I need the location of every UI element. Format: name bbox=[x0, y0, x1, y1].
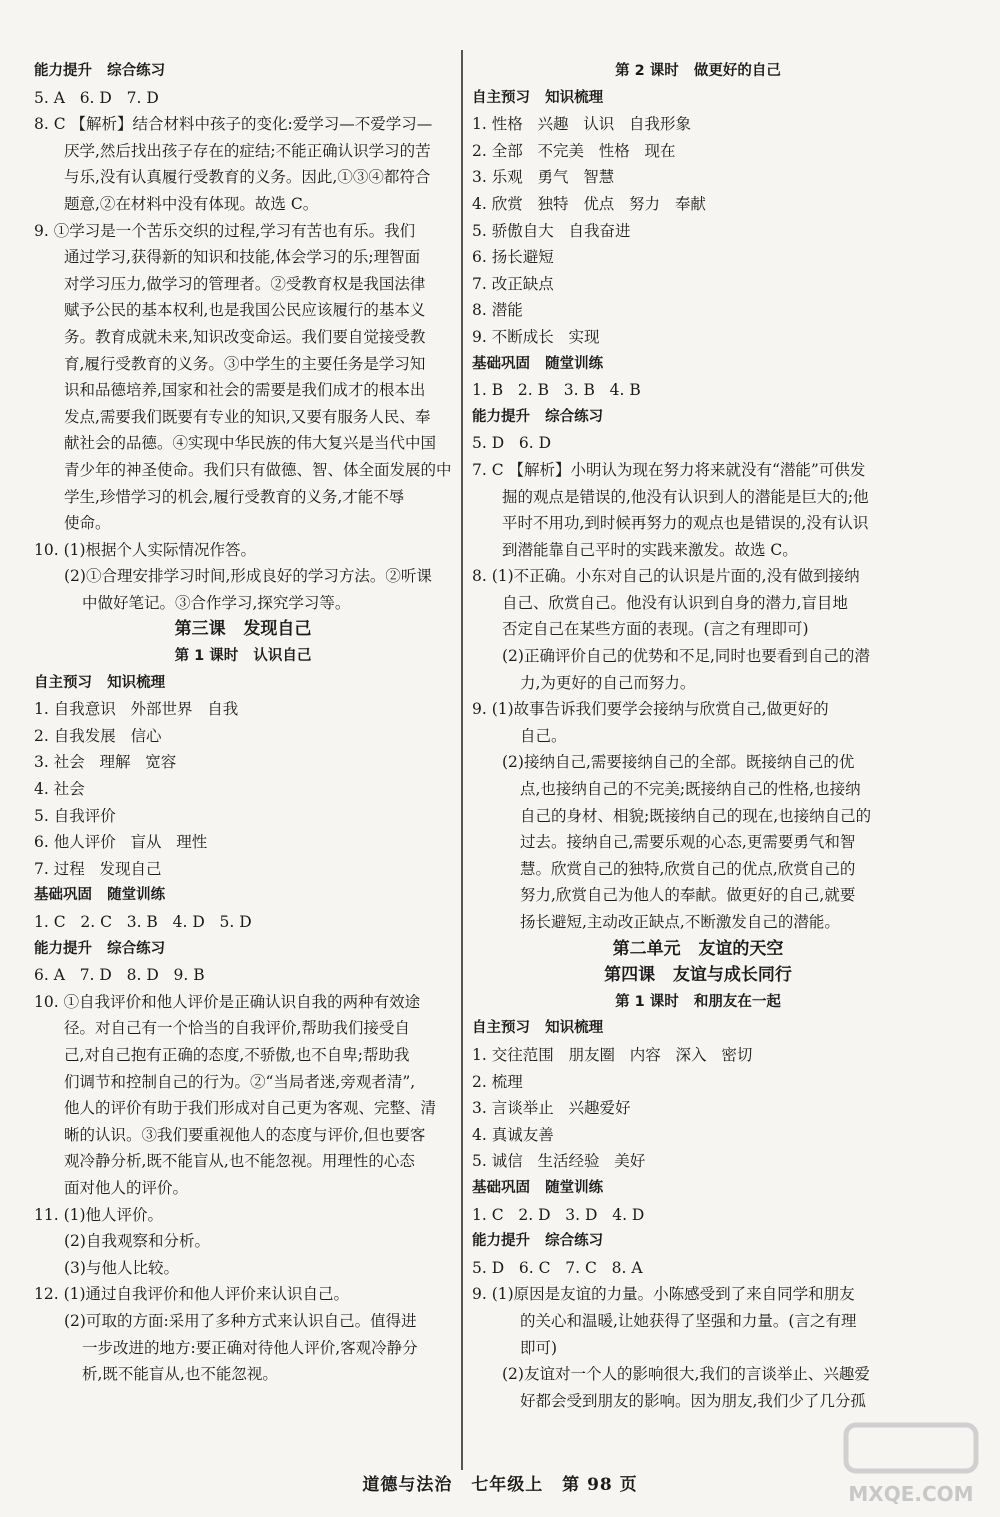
answer-line: 1. 交往范围 朋友圈 内容 深入 密切 bbox=[472, 1045, 753, 1064]
lesson-subtitle: 第 1 课时 认识自己 bbox=[174, 648, 312, 665]
answer-line: 4. 社会 bbox=[34, 780, 85, 799]
answer-line: 10. ①自我评价和他人评价是正确认识自我的两种有效途 bbox=[34, 992, 421, 1011]
answer-continuation: 努力,欣赏自己为他人的奉献。做更好的自己,就要 bbox=[520, 886, 856, 905]
answer-line: 11. (1)他人评价。 bbox=[34, 1205, 164, 1224]
footer-grade: 七年级上 bbox=[471, 1475, 544, 1495]
answer-continuation: (2)①合理安排学习时间,形成良好的学习方法。②听课 bbox=[64, 567, 432, 586]
answer-continuation: 自己、欣赏自己。他没有认识到自身的潜力,盲目地 bbox=[502, 593, 848, 612]
footer-page-number: 第 98 页 bbox=[562, 1475, 638, 1495]
answer-line: 2. 全部 不完美 性格 现在 bbox=[472, 141, 676, 160]
answer-continuation: (2)自我观察和分析。 bbox=[64, 1232, 210, 1251]
answer-line: 7. 改正缺点 bbox=[472, 274, 554, 293]
answer-continuation: 晰的认识。③我们要重视他人的态度与评价,但也要客 bbox=[64, 1125, 426, 1144]
answer-continuation: 好都会受到朋友的影响。因为朋友,我们少了几分孤 bbox=[520, 1391, 866, 1410]
answer-line: 3. 社会 理解 宽容 bbox=[34, 753, 177, 772]
answer-line: 5. D 6. C 7. C 8. A bbox=[472, 1258, 643, 1277]
answer-line: 4. 欣赏 独特 优点 努力 奉献 bbox=[472, 194, 706, 213]
answer-continuation: 力,为更好的自己而努力。 bbox=[520, 673, 696, 692]
section-header: 基础巩固 随堂训练 bbox=[472, 1179, 604, 1196]
answer-line: 8. C 【解析】结合材料中孩子的变化:爱学习—不爱学习— bbox=[34, 115, 433, 134]
answer-continuation: 中做好笔记。③合作学习,探究学习等。 bbox=[82, 593, 351, 612]
answer-line: 9. ①学习是一个苦乐交织的过程,学习有苦也有乐。我们 bbox=[34, 221, 416, 240]
answer-continuation: 慧。欣赏自己的独特,欣赏自己的优点,欣赏自己的 bbox=[520, 859, 856, 878]
answer-continuation: (3)与他人比较。 bbox=[64, 1258, 179, 1277]
answer-line: 3. 乐观 勇气 智慧 bbox=[472, 168, 615, 187]
answer-line: 1. B 2. B 3. B 4. B bbox=[472, 381, 641, 400]
answer-line: 7. 过程 发现自己 bbox=[34, 859, 162, 878]
section-header: 基础巩固 随堂训练 bbox=[472, 355, 604, 372]
answer-line: 9. (1)故事告诉我们要学会接纳与欣赏自己,做更好的 bbox=[472, 700, 829, 719]
section-header: 能力提升 综合练习 bbox=[472, 1233, 604, 1250]
answer-line: 1. 自我意识 外部世界 自我 bbox=[34, 700, 239, 719]
answer-line: 5. 骄傲自大 自我奋进 bbox=[472, 221, 631, 240]
answer-continuation: 育,履行受教育的义务。③中学生的主要任务是学习知 bbox=[64, 354, 426, 373]
answer-line: 8. 潜能 bbox=[472, 301, 523, 320]
watermark-logo bbox=[836, 1419, 986, 1509]
answer-continuation: 己,对自己抱有正确的态度,不骄傲,也不自卑;帮助我 bbox=[64, 1045, 410, 1064]
section-header: 能力提升 综合练习 bbox=[34, 63, 166, 79]
answer-continuation: 平时不用功,到时候再努力的观点也是错误的,没有认识 bbox=[502, 514, 869, 533]
answer-continuation: 发点,需要我们既要有专业的知识,又要有服务人民、奉 bbox=[64, 407, 431, 426]
answer-continuation: 一步改进的地方:要正确对待他人评价,客观冷静分 bbox=[82, 1338, 418, 1357]
answer-continuation: 析,既不能盲从,也不能忽视。 bbox=[82, 1365, 278, 1384]
right-column bbox=[472, 58, 924, 1414]
answer-continuation: 径。对自己有一个恰当的自我评价,帮助我们接受自 bbox=[64, 1019, 410, 1038]
answer-continuation: 学生,珍惜学习的机会,履行受教育的义务,才能不辱 bbox=[64, 487, 405, 506]
answer-line: 5. 自我评价 bbox=[34, 806, 116, 825]
answer-line: 5. 诚信 生活经验 美好 bbox=[472, 1152, 646, 1171]
answer-continuation: 观冷静分析,既不能盲从,也不能忽视。用理性的心态 bbox=[64, 1152, 415, 1171]
answer-line: 5. A 6. D 7. D bbox=[34, 88, 159, 107]
answer-continuation: 们调节和控制自己的行为。②“当局者迷,旁观者清”, bbox=[64, 1072, 416, 1091]
section-header: 自主预习 知识梳理 bbox=[472, 1020, 604, 1037]
answer-continuation: 识和品德培养,国家和社会的需要是我们成才的根本出 bbox=[64, 381, 426, 400]
left-column bbox=[34, 58, 452, 1388]
answer-continuation: 通过学习,获得新的知识和技能,体会学习的乐;理智面 bbox=[64, 248, 421, 267]
section-header: 基础巩固 随堂训练 bbox=[34, 887, 166, 904]
answer-line: 9. 不断成长 实现 bbox=[472, 327, 600, 346]
answer-continuation: 对学习压力,做学习的管理者。②受教育权是我国法律 bbox=[64, 274, 426, 293]
answer-line: 5. D 6. D bbox=[472, 434, 552, 453]
section-header: 自主预习 知识梳理 bbox=[472, 89, 604, 106]
answer-continuation: 否定自己在某些方面的表现。(言之有理即可) bbox=[502, 620, 809, 639]
answer-line: 8. (1)不正确。小东对自己的认识是片面的,没有做到接纳 bbox=[472, 567, 860, 586]
answer-continuation: 使命。 bbox=[64, 514, 111, 533]
answer-line: 1. C 2. D 3. D 4. D bbox=[472, 1205, 645, 1224]
answer-continuation: 与乐,没有认真履行受教育的义务。因此,①③④都符合 bbox=[64, 168, 431, 187]
lesson-title: 第三课 发现自己 bbox=[174, 619, 312, 640]
answer-continuation: 即可) bbox=[520, 1338, 558, 1357]
answer-continuation: 过去。接纳自己,需要乐观的心态,更需要勇气和智 bbox=[520, 833, 856, 852]
answer-continuation: (2)接纳自己,需要接纳自己的全部。既接纳自己的优 bbox=[502, 753, 855, 772]
answer-continuation: 的关心和温暖,让她获得了坚强和力量。(言之有理 bbox=[520, 1311, 857, 1330]
answer-continuation: 厌学,然后找出孩子存在的症结;不能正确认识学习的苦 bbox=[64, 141, 431, 160]
answer-continuation: (2)友谊对一个人的影响很大,我们的言谈举止、兴趣爱 bbox=[502, 1365, 870, 1384]
section-header: 能力提升 综合练习 bbox=[472, 408, 604, 425]
answer-continuation: 面对他人的评价。 bbox=[64, 1178, 189, 1197]
answer-continuation: 到潜能靠自己平时的实践来激发。故选 C。 bbox=[502, 540, 798, 559]
answer-continuation: 掘的观点是错误的,他没有认识到人的潜能是巨大的;他 bbox=[502, 487, 869, 506]
answer-continuation: 献社会的品德。④实现中华民族的伟大复兴是当代中国 bbox=[64, 434, 437, 453]
footer-subject: 道德与法治 bbox=[362, 1475, 453, 1495]
lesson-subtitle: 第 2 课时 做更好的自己 bbox=[615, 63, 781, 79]
answer-continuation: 题意,②在材料中没有体现。故选 C。 bbox=[64, 194, 319, 213]
lesson-title: 第二单元 友谊的天空 bbox=[612, 938, 784, 959]
answer-continuation: 青少年的神圣使命。我们只有做德、智、体全面发展的中 bbox=[64, 460, 452, 479]
section-header: 能力提升 综合练习 bbox=[34, 940, 166, 957]
answer-line: 2. 自我发展 信心 bbox=[34, 726, 162, 745]
answer-line: 12. (1)通过自我评价和他人评价来认识自己。 bbox=[34, 1285, 350, 1304]
answer-line: 1. 性格 兴趣 认识 自我形象 bbox=[472, 115, 692, 134]
answer-continuation: 赋予公民的基本权利,也是我国公民应该履行的基本义 bbox=[64, 301, 426, 320]
answer-continuation: (2)可取的方面:采用了多种方式来认识自己。值得进 bbox=[64, 1311, 417, 1330]
lesson-title: 第四课 友谊与成长同行 bbox=[604, 965, 792, 986]
answer-line: 4. 真诚友善 bbox=[472, 1125, 554, 1144]
answer-continuation: 扬长避短,主动改正缺点,不断激发自己的潜能。 bbox=[520, 913, 840, 931]
answer-line: 6. 他人评价 盲从 理性 bbox=[34, 833, 208, 852]
answer-continuation: (2)正确评价自己的优势和不足,同时也要看到自己的潜 bbox=[502, 647, 870, 666]
answer-line: 6. 扬长避短 bbox=[472, 248, 554, 267]
answer-line: 1. C 2. C 3. B 4. D 5. D bbox=[34, 913, 252, 931]
answer-continuation: 务。教育成就未来,知识改变命运。我们要自觉接受教 bbox=[64, 327, 426, 346]
answer-continuation: 点,也接纳自己的不完美;既接纳自己的性格,也接纳 bbox=[520, 780, 861, 799]
answer-line: 6. A 7. D 8. D 9. B bbox=[34, 966, 205, 985]
answer-continuation: 自己。 bbox=[520, 726, 567, 745]
watermark-text: MXQE.COM bbox=[848, 1482, 974, 1506]
answer-line: 9. (1)原因是友谊的力量。小陈感受到了来自同学和朋友 bbox=[472, 1285, 855, 1304]
answer-line: 10. (1)根据个人实际情况作答。 bbox=[34, 540, 257, 559]
answer-continuation: 他人的评价有助于我们形成对自己更为客观、完整、清 bbox=[64, 1099, 437, 1118]
answer-continuation: 自己的身材、相貌;既接纳自己的现在,也接纳自己的 bbox=[520, 806, 872, 825]
section-header: 自主预习 知识梳理 bbox=[34, 674, 166, 691]
answer-line: 3. 言谈举止 兴趣爱好 bbox=[472, 1099, 631, 1118]
lesson-subtitle: 第 1 课时 和朋友在一起 bbox=[615, 993, 781, 1010]
answer-line: 7. C 【解析】小明认为现在努力将来就没有“潜能”可供发 bbox=[472, 460, 866, 479]
column-divider bbox=[461, 50, 463, 1470]
answer-line: 2. 梳理 bbox=[472, 1072, 523, 1091]
